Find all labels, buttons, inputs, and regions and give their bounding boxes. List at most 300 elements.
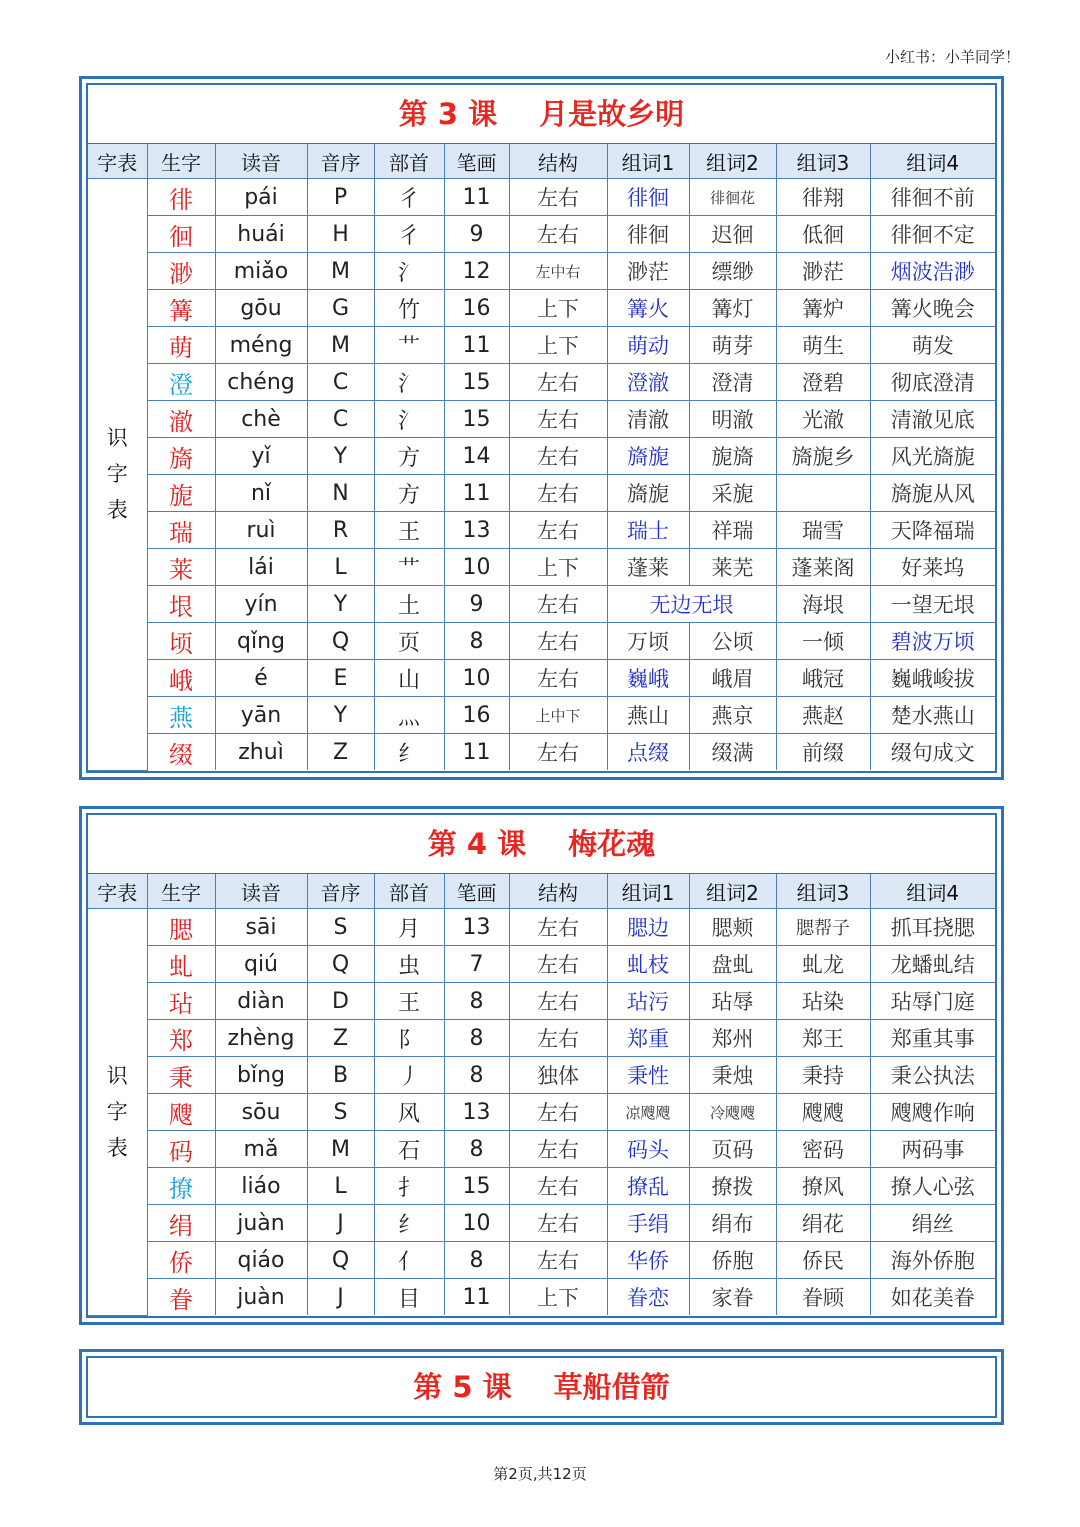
word-4: 徘徊不前 bbox=[870, 179, 995, 216]
column-header: 字表 bbox=[88, 874, 147, 909]
word-3: 飕飕 bbox=[776, 1094, 870, 1131]
column-header: 组词4 bbox=[870, 874, 995, 909]
side-label-char: 字 bbox=[106, 462, 128, 487]
character: 旎 bbox=[147, 475, 215, 512]
character: 莱 bbox=[147, 549, 215, 586]
structure: 左右 bbox=[509, 1020, 607, 1057]
word-1: 瑞士 bbox=[607, 512, 689, 549]
pinyin: bǐng bbox=[215, 1057, 307, 1094]
word-1: 徘徊 bbox=[607, 216, 689, 253]
column-header: 笔画 bbox=[444, 874, 509, 909]
pinyin: chéng bbox=[215, 364, 307, 401]
pinyin: sāi bbox=[215, 909, 307, 946]
stroke-count: 12 bbox=[444, 253, 509, 290]
lesson-4-title bbox=[88, 815, 995, 874]
radical: 彳 bbox=[374, 179, 444, 216]
stroke-count: 15 bbox=[444, 364, 509, 401]
word-3: 侨民 bbox=[776, 1242, 870, 1279]
structure: 上下 bbox=[509, 327, 607, 364]
stroke-count: 16 bbox=[444, 697, 509, 734]
word-1: 虬枝 bbox=[607, 946, 689, 983]
side-label bbox=[88, 179, 147, 771]
word-1: 萌动 bbox=[607, 327, 689, 364]
word-1: 旖旎 bbox=[607, 475, 689, 512]
word-2: 旎旖 bbox=[689, 438, 776, 475]
word-3: 腮帮子 bbox=[776, 909, 870, 946]
word-1: 清澈 bbox=[607, 401, 689, 438]
structure: 左右 bbox=[509, 1168, 607, 1205]
structure: 左右 bbox=[509, 623, 607, 660]
stroke-count: 15 bbox=[444, 1168, 509, 1205]
page-footer: 第2页,共12页 bbox=[493, 1465, 587, 1483]
character: 侨 bbox=[147, 1242, 215, 1279]
word-4: 徘徊不定 bbox=[870, 216, 995, 253]
initial-letter: G bbox=[307, 290, 374, 327]
column-header: 部首 bbox=[374, 874, 444, 909]
pinyin: yín bbox=[215, 586, 307, 623]
table-row bbox=[88, 1205, 995, 1242]
side-label-char: 识 bbox=[106, 1063, 128, 1088]
side-label-char: 识 bbox=[106, 426, 128, 451]
word-4: 龙蟠虬结 bbox=[870, 946, 995, 983]
word-3: 海垠 bbox=[776, 586, 870, 623]
radical: 扌 bbox=[374, 1168, 444, 1205]
stroke-count: 9 bbox=[444, 586, 509, 623]
initial-letter: M bbox=[307, 1131, 374, 1168]
word-2: 家眷 bbox=[689, 1279, 776, 1316]
stroke-count: 11 bbox=[444, 179, 509, 216]
pinyin: gōu bbox=[215, 290, 307, 327]
word-1: 燕山 bbox=[607, 697, 689, 734]
stroke-count: 14 bbox=[444, 438, 509, 475]
structure: 上中下 bbox=[509, 697, 607, 734]
table-row bbox=[88, 1020, 995, 1057]
word-2: 明澈 bbox=[689, 401, 776, 438]
stroke-count: 8 bbox=[444, 623, 509, 660]
stroke-count: 7 bbox=[444, 946, 509, 983]
word-3: 篝炉 bbox=[776, 290, 870, 327]
radical: 山 bbox=[374, 660, 444, 697]
word-3: 密码 bbox=[776, 1131, 870, 1168]
initial-letter: Q bbox=[307, 623, 374, 660]
radical: 竹 bbox=[374, 290, 444, 327]
lesson-4-table bbox=[88, 874, 995, 1316]
radical: 风 bbox=[374, 1094, 444, 1131]
stroke-count: 11 bbox=[444, 327, 509, 364]
radical: 目 bbox=[374, 1279, 444, 1316]
column-header: 读音 bbox=[215, 874, 307, 909]
word-4: 秉公执法 bbox=[870, 1057, 995, 1094]
table-row bbox=[88, 697, 995, 734]
word-4: 风光旖旎 bbox=[870, 438, 995, 475]
column-header: 生字 bbox=[147, 874, 215, 909]
initial-letter: M bbox=[307, 253, 374, 290]
pinyin: juàn bbox=[215, 1205, 307, 1242]
lesson-5-card bbox=[79, 1349, 1004, 1425]
word-4: 抓耳挠腮 bbox=[870, 909, 995, 946]
pinyin: juàn bbox=[215, 1279, 307, 1316]
table-row bbox=[88, 327, 995, 364]
word-4: 撩人心弦 bbox=[870, 1168, 995, 1205]
word-4: 烟波浩渺 bbox=[870, 253, 995, 290]
radical: 土 bbox=[374, 586, 444, 623]
radical: 王 bbox=[374, 512, 444, 549]
structure: 左右 bbox=[509, 438, 607, 475]
radical: 方 bbox=[374, 475, 444, 512]
pinyin: liáo bbox=[215, 1168, 307, 1205]
word-1: 渺茫 bbox=[607, 253, 689, 290]
pinyin: nǐ bbox=[215, 475, 307, 512]
word-4: 楚水燕山 bbox=[870, 697, 995, 734]
table-row bbox=[88, 909, 995, 946]
character: 玷 bbox=[147, 983, 215, 1020]
table-row bbox=[88, 438, 995, 475]
character: 虬 bbox=[147, 946, 215, 983]
lesson-3-card bbox=[79, 76, 1004, 780]
lesson-5-name: 草船借箭 bbox=[553, 1370, 670, 1404]
stroke-count: 16 bbox=[444, 290, 509, 327]
structure: 左右 bbox=[509, 586, 607, 623]
word-3: 燕赵 bbox=[776, 697, 870, 734]
word-4: 两码事 bbox=[870, 1131, 995, 1168]
lesson-3-number: 第 3 课 bbox=[398, 97, 498, 131]
word-2: 采旎 bbox=[689, 475, 776, 512]
radical: 艹 bbox=[374, 549, 444, 586]
stroke-count: 9 bbox=[444, 216, 509, 253]
word-3 bbox=[776, 475, 870, 512]
word-1: 手绢 bbox=[607, 1205, 689, 1242]
radical: 氵 bbox=[374, 253, 444, 290]
character: 码 bbox=[147, 1131, 215, 1168]
table-row bbox=[88, 1131, 995, 1168]
table-row bbox=[88, 1168, 995, 1205]
word-2: 盘虬 bbox=[689, 946, 776, 983]
table-row bbox=[88, 1279, 995, 1316]
word-3: 眷顾 bbox=[776, 1279, 870, 1316]
initial-letter: D bbox=[307, 983, 374, 1020]
column-header: 组词4 bbox=[870, 144, 995, 179]
lesson-3-name: 月是故乡明 bbox=[539, 97, 685, 131]
initial-letter: Q bbox=[307, 1242, 374, 1279]
lesson-4-card bbox=[79, 806, 1004, 1325]
character: 顷 bbox=[147, 623, 215, 660]
structure: 上下 bbox=[509, 290, 607, 327]
word-3: 峨冠 bbox=[776, 660, 870, 697]
word-3: 绢花 bbox=[776, 1205, 870, 1242]
header-row bbox=[88, 144, 995, 179]
pinyin: miǎo bbox=[215, 253, 307, 290]
table-row bbox=[88, 1094, 995, 1131]
word-2: 篝灯 bbox=[689, 290, 776, 327]
initial-letter: J bbox=[307, 1279, 374, 1316]
word-4: 玷辱门庭 bbox=[870, 983, 995, 1020]
word-1: 玷污 bbox=[607, 983, 689, 1020]
radical: 页 bbox=[374, 623, 444, 660]
word-4: 清澈见底 bbox=[870, 401, 995, 438]
initial-letter: H bbox=[307, 216, 374, 253]
stroke-count: 10 bbox=[444, 549, 509, 586]
structure: 左右 bbox=[509, 216, 607, 253]
character: 澈 bbox=[147, 401, 215, 438]
word-2: 侨胞 bbox=[689, 1242, 776, 1279]
pinyin: pái bbox=[215, 179, 307, 216]
table-row bbox=[88, 983, 995, 1020]
character: 秉 bbox=[147, 1057, 215, 1094]
word-2: 冷飕飕 bbox=[689, 1094, 776, 1131]
word-2: 莱芜 bbox=[689, 549, 776, 586]
stroke-count: 8 bbox=[444, 1242, 509, 1279]
table-row bbox=[88, 475, 995, 512]
word-3: 秉持 bbox=[776, 1057, 870, 1094]
pinyin: lái bbox=[215, 549, 307, 586]
lesson-3-title bbox=[88, 85, 995, 144]
word-2: 公顷 bbox=[689, 623, 776, 660]
character: 瑞 bbox=[147, 512, 215, 549]
word-2: 腮颊 bbox=[689, 909, 776, 946]
initial-letter: M bbox=[307, 327, 374, 364]
word-1: 巍峨 bbox=[607, 660, 689, 697]
radical: 艹 bbox=[374, 327, 444, 364]
column-header: 笔画 bbox=[444, 144, 509, 179]
word-2: 玷辱 bbox=[689, 983, 776, 1020]
structure: 左右 bbox=[509, 401, 607, 438]
character: 篝 bbox=[147, 290, 215, 327]
stroke-count: 13 bbox=[444, 1094, 509, 1131]
stroke-count: 8 bbox=[444, 1020, 509, 1057]
pinyin: qǐng bbox=[215, 623, 307, 660]
pinyin: sōu bbox=[215, 1094, 307, 1131]
column-header: 组词2 bbox=[689, 874, 776, 909]
structure: 上下 bbox=[509, 1279, 607, 1316]
initial-letter: E bbox=[307, 660, 374, 697]
word-2: 澄清 bbox=[689, 364, 776, 401]
character: 绢 bbox=[147, 1205, 215, 1242]
structure: 左右 bbox=[509, 475, 607, 512]
column-header: 组词1 bbox=[607, 874, 689, 909]
pinyin: méng bbox=[215, 327, 307, 364]
word-4: 巍峨峻拔 bbox=[870, 660, 995, 697]
word-4: 旖旎从风 bbox=[870, 475, 995, 512]
word-3: 一倾 bbox=[776, 623, 870, 660]
initial-letter: B bbox=[307, 1057, 374, 1094]
word-2: 页码 bbox=[689, 1131, 776, 1168]
word-1: 点缀 bbox=[607, 734, 689, 771]
initial-letter: R bbox=[307, 512, 374, 549]
word-2: 萌芽 bbox=[689, 327, 776, 364]
table-row bbox=[88, 1242, 995, 1279]
stroke-count: 11 bbox=[444, 475, 509, 512]
column-header: 组词2 bbox=[689, 144, 776, 179]
table-row bbox=[88, 290, 995, 327]
radical: 石 bbox=[374, 1131, 444, 1168]
pinyin: yǐ bbox=[215, 438, 307, 475]
structure: 左右 bbox=[509, 660, 607, 697]
structure: 左右 bbox=[509, 1094, 607, 1131]
radical: 彳 bbox=[374, 216, 444, 253]
word-4: 郑重其事 bbox=[870, 1020, 995, 1057]
table-row bbox=[88, 586, 995, 623]
character: 眷 bbox=[147, 1279, 215, 1316]
character: 峨 bbox=[147, 660, 215, 697]
side-label-char: 表 bbox=[106, 1135, 128, 1160]
word-1: 华侨 bbox=[607, 1242, 689, 1279]
initial-letter: Y bbox=[307, 697, 374, 734]
radical: 纟 bbox=[374, 1205, 444, 1242]
initial-letter: Q bbox=[307, 946, 374, 983]
word-3: 渺茫 bbox=[776, 253, 870, 290]
structure: 左右 bbox=[509, 909, 607, 946]
table-row bbox=[88, 1057, 995, 1094]
word-3: 光澈 bbox=[776, 401, 870, 438]
structure: 左右 bbox=[509, 364, 607, 401]
column-header: 组词3 bbox=[776, 874, 870, 909]
character: 飕 bbox=[147, 1094, 215, 1131]
pinyin: é bbox=[215, 660, 307, 697]
structure: 独体 bbox=[509, 1057, 607, 1094]
word-2: 缀满 bbox=[689, 734, 776, 771]
structure: 左右 bbox=[509, 946, 607, 983]
pinyin: qiú bbox=[215, 946, 307, 983]
stroke-count: 8 bbox=[444, 1131, 509, 1168]
initial-letter: S bbox=[307, 909, 374, 946]
table-row bbox=[88, 512, 995, 549]
word-1: 眷恋 bbox=[607, 1279, 689, 1316]
word-4: 萌发 bbox=[870, 327, 995, 364]
structure: 左中右 bbox=[509, 253, 607, 290]
stroke-count: 10 bbox=[444, 660, 509, 697]
word-1: 腮边 bbox=[607, 909, 689, 946]
table-row bbox=[88, 660, 995, 697]
character: 撩 bbox=[147, 1168, 215, 1205]
lesson-4-name: 梅花魂 bbox=[568, 827, 656, 861]
column-header: 音序 bbox=[307, 874, 374, 909]
stroke-count: 13 bbox=[444, 909, 509, 946]
column-header: 生字 bbox=[147, 144, 215, 179]
stroke-count: 10 bbox=[444, 1205, 509, 1242]
structure: 上下 bbox=[509, 549, 607, 586]
word-4: 一望无垠 bbox=[870, 586, 995, 623]
initial-letter: P bbox=[307, 179, 374, 216]
word-1: 郑重 bbox=[607, 1020, 689, 1057]
table-row bbox=[88, 216, 995, 253]
word-3: 澄碧 bbox=[776, 364, 870, 401]
radical: 氵 bbox=[374, 401, 444, 438]
character: 萌 bbox=[147, 327, 215, 364]
table-row bbox=[88, 946, 995, 983]
radical: 王 bbox=[374, 983, 444, 1020]
word-2: 郑州 bbox=[689, 1020, 776, 1057]
structure: 左右 bbox=[509, 1131, 607, 1168]
word-2: 祥瑞 bbox=[689, 512, 776, 549]
pinyin: chè bbox=[215, 401, 307, 438]
word-3: 前缀 bbox=[776, 734, 870, 771]
word-3: 低徊 bbox=[776, 216, 870, 253]
column-header: 结构 bbox=[509, 874, 607, 909]
lesson-5-title bbox=[88, 1358, 995, 1416]
word-3: 瑞雪 bbox=[776, 512, 870, 549]
character: 徘 bbox=[147, 179, 215, 216]
word-1: 徘徊 bbox=[607, 179, 689, 216]
stroke-count: 11 bbox=[444, 1279, 509, 1316]
word-3: 旖旎乡 bbox=[776, 438, 870, 475]
word-1: 旖旎 bbox=[607, 438, 689, 475]
initial-letter: Y bbox=[307, 586, 374, 623]
stroke-count: 8 bbox=[444, 1057, 509, 1094]
column-header: 组词3 bbox=[776, 144, 870, 179]
pinyin: huái bbox=[215, 216, 307, 253]
word-4: 天降福瑞 bbox=[870, 512, 995, 549]
word-4: 篝火晚会 bbox=[870, 290, 995, 327]
word-2: 绢布 bbox=[689, 1205, 776, 1242]
character: 旖 bbox=[147, 438, 215, 475]
word-3: 郑王 bbox=[776, 1020, 870, 1057]
character: 腮 bbox=[147, 909, 215, 946]
word-3: 蓬莱阁 bbox=[776, 549, 870, 586]
word-4: 碧波万顷 bbox=[870, 623, 995, 660]
radical: 丿 bbox=[374, 1057, 444, 1094]
table-row bbox=[88, 253, 995, 290]
word-1: 撩乱 bbox=[607, 1168, 689, 1205]
word-4: 如花美眷 bbox=[870, 1279, 995, 1316]
word-4: 彻底澄清 bbox=[870, 364, 995, 401]
initial-letter: C bbox=[307, 401, 374, 438]
stroke-count: 11 bbox=[444, 734, 509, 771]
stroke-count: 15 bbox=[444, 401, 509, 438]
column-header: 字表 bbox=[88, 144, 147, 179]
word-1: 凉飕飕 bbox=[607, 1094, 689, 1131]
stroke-count: 8 bbox=[444, 983, 509, 1020]
column-header: 组词1 bbox=[607, 144, 689, 179]
pinyin: zhèng bbox=[215, 1020, 307, 1057]
initial-letter: Y bbox=[307, 438, 374, 475]
initial-letter: N bbox=[307, 475, 374, 512]
word-merged: 无边无垠 bbox=[607, 586, 776, 623]
initial-letter: C bbox=[307, 364, 374, 401]
structure: 左右 bbox=[509, 983, 607, 1020]
structure: 左右 bbox=[509, 512, 607, 549]
character: 郑 bbox=[147, 1020, 215, 1057]
side-label-char: 表 bbox=[106, 498, 128, 523]
structure: 左右 bbox=[509, 734, 607, 771]
column-header: 音序 bbox=[307, 144, 374, 179]
word-2: 迟徊 bbox=[689, 216, 776, 253]
radical: 虫 bbox=[374, 946, 444, 983]
radical: 月 bbox=[374, 909, 444, 946]
word-4: 飕飕作响 bbox=[870, 1094, 995, 1131]
initial-letter: Z bbox=[307, 734, 374, 771]
lesson-3-table bbox=[88, 144, 995, 771]
radical: 方 bbox=[374, 438, 444, 475]
column-header: 部首 bbox=[374, 144, 444, 179]
word-2: 峨眉 bbox=[689, 660, 776, 697]
word-3: 撩风 bbox=[776, 1168, 870, 1205]
table-row bbox=[88, 734, 995, 771]
word-1: 万顷 bbox=[607, 623, 689, 660]
word-3: 徘翔 bbox=[776, 179, 870, 216]
initial-letter: J bbox=[307, 1205, 374, 1242]
initial-letter: Z bbox=[307, 1020, 374, 1057]
lesson-5-number: 第 5 课 bbox=[413, 1370, 512, 1404]
initial-letter: L bbox=[307, 1168, 374, 1205]
word-4: 海外侨胞 bbox=[870, 1242, 995, 1279]
radical: 阝 bbox=[374, 1020, 444, 1057]
word-4: 缀句成文 bbox=[870, 734, 995, 771]
word-4: 绢丝 bbox=[870, 1205, 995, 1242]
word-1: 蓬莱 bbox=[607, 549, 689, 586]
radical: 灬 bbox=[374, 697, 444, 734]
word-3: 玷染 bbox=[776, 983, 870, 1020]
character: 徊 bbox=[147, 216, 215, 253]
